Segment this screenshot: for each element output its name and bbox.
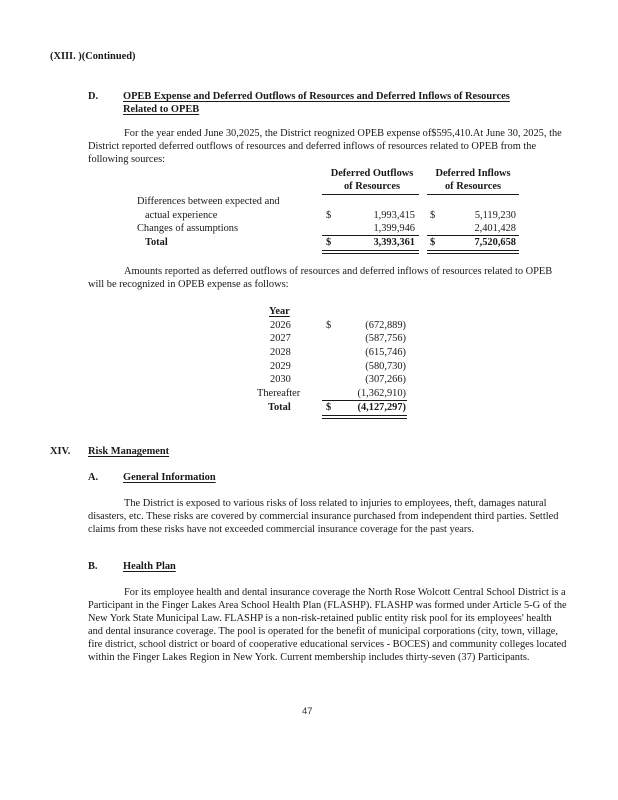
- page-number: 47: [302, 706, 313, 717]
- outflows-value: 1,399,946: [373, 223, 415, 234]
- schedule-year: 2030: [270, 374, 291, 385]
- schedule-amount: (307,266): [365, 374, 406, 385]
- inflows-value: 2,401,428: [474, 223, 516, 234]
- row-label: actual experience: [145, 210, 218, 221]
- schedule-year: 2027: [270, 333, 291, 344]
- section-xiv-title: Risk Management: [88, 446, 170, 457]
- currency-symbol: $: [326, 237, 332, 248]
- inflows-total: 7,520,658: [474, 237, 516, 248]
- sub-b-paragraph: For its employee health and dental insurance coverage the North Rose Wolcott Central School District is a Participant in the Finger Lakes Area School Health Plan (FLASHP). FLASHP was formed under Article 5-G of the New York State Municipal Law. FLASHP is a non-risk-retained public entity risk pool for its employees' health and dental insurance coverage. The pool is operated for the benefit of municipal corporations (city, town, village, fire district, school district or board of cooperative educational services - BOCES) and community colleges located within the Finger Lakes Region in New York. Current membership includes thirty-seven (37) Participants.: [88, 587, 567, 663]
- section-d-title-line2: Related to OPEB: [123, 104, 200, 115]
- outflows-header-line1: Deferred Outflows: [330, 168, 414, 179]
- schedule-year: 2026: [270, 320, 291, 331]
- total-double-rule: [322, 415, 407, 419]
- schedule-amount: (587,756): [365, 333, 406, 344]
- schedule-year: Thereafter: [257, 388, 301, 399]
- inflows-value: 5,119,230: [474, 210, 516, 221]
- total-label: Total: [145, 237, 168, 248]
- outflows-total: 3,393,361: [373, 237, 415, 248]
- section-d-letter: D.: [88, 91, 99, 102]
- row-label: Differences between expected and: [137, 196, 280, 207]
- outflows-header-rule: [322, 194, 419, 195]
- inflows-header-line2: of Resources: [444, 181, 502, 192]
- schedule-year: 2028: [270, 347, 291, 358]
- currency-symbol: $: [326, 320, 332, 331]
- row-label: Changes of assumptions: [137, 223, 239, 234]
- schedule-amount: (1,362,910): [357, 388, 406, 399]
- inflows-header-line1: Deferred Inflows: [435, 168, 511, 179]
- sub-b-letter: B.: [88, 561, 98, 572]
- section-xiv-number: XIV.: [50, 446, 71, 457]
- total-double-rule: [322, 250, 419, 254]
- outflows-value: 1,993,415: [373, 210, 415, 221]
- outflows-header-line2: of Resources: [343, 181, 401, 192]
- sub-b-title: Health Plan: [123, 561, 176, 572]
- continued-header: (XIII. )(Continued): [50, 51, 136, 62]
- section-d-title-line1: OPEB Expense and Deferred Outflows of Resources and Deferred Inflows of Resources: [123, 91, 510, 102]
- schedule-year: 2029: [270, 361, 291, 372]
- section-d-paragraph: For the year ended June 30,2025, the District reognized OPEB expense of$595,410.At June 30, 2025, the District reported deferred outflows of resources and deferred inflows of resources related to OPEB from the following sources:: [88, 128, 562, 165]
- sub-a-paragraph: The District is exposed to various risks of loss related to injuries to employees, theft, damages natural disasters, etc. These risks are covered by commercial insurance purchased from independent third parties. Settled claims from these risks have not exceeded commercial insurance coverage for the past years.: [88, 498, 559, 535]
- schedule-amount: (672,889): [365, 320, 406, 331]
- total-double-rule: [427, 250, 519, 254]
- currency-symbol: $: [326, 210, 332, 221]
- schedule-total-label: Total: [268, 402, 291, 413]
- section-d-paragraph2: Amounts reported as deferred outflows of resources and deferred inflows of resources related to OPEB will be recognized in OPEB expense as follows:: [88, 266, 553, 290]
- schedule-total: (4,127,297): [357, 402, 406, 413]
- sub-a-letter: A.: [88, 472, 99, 483]
- currency-symbol: $: [430, 237, 436, 248]
- currency-symbol: $: [326, 402, 332, 413]
- year-header: Year: [269, 306, 290, 317]
- schedule-amount: (580,730): [365, 361, 406, 372]
- sub-a-title: General Information: [123, 472, 216, 483]
- currency-symbol: $: [430, 210, 436, 221]
- inflows-header-rule: [427, 194, 519, 195]
- schedule-amount: (615,746): [365, 347, 406, 358]
